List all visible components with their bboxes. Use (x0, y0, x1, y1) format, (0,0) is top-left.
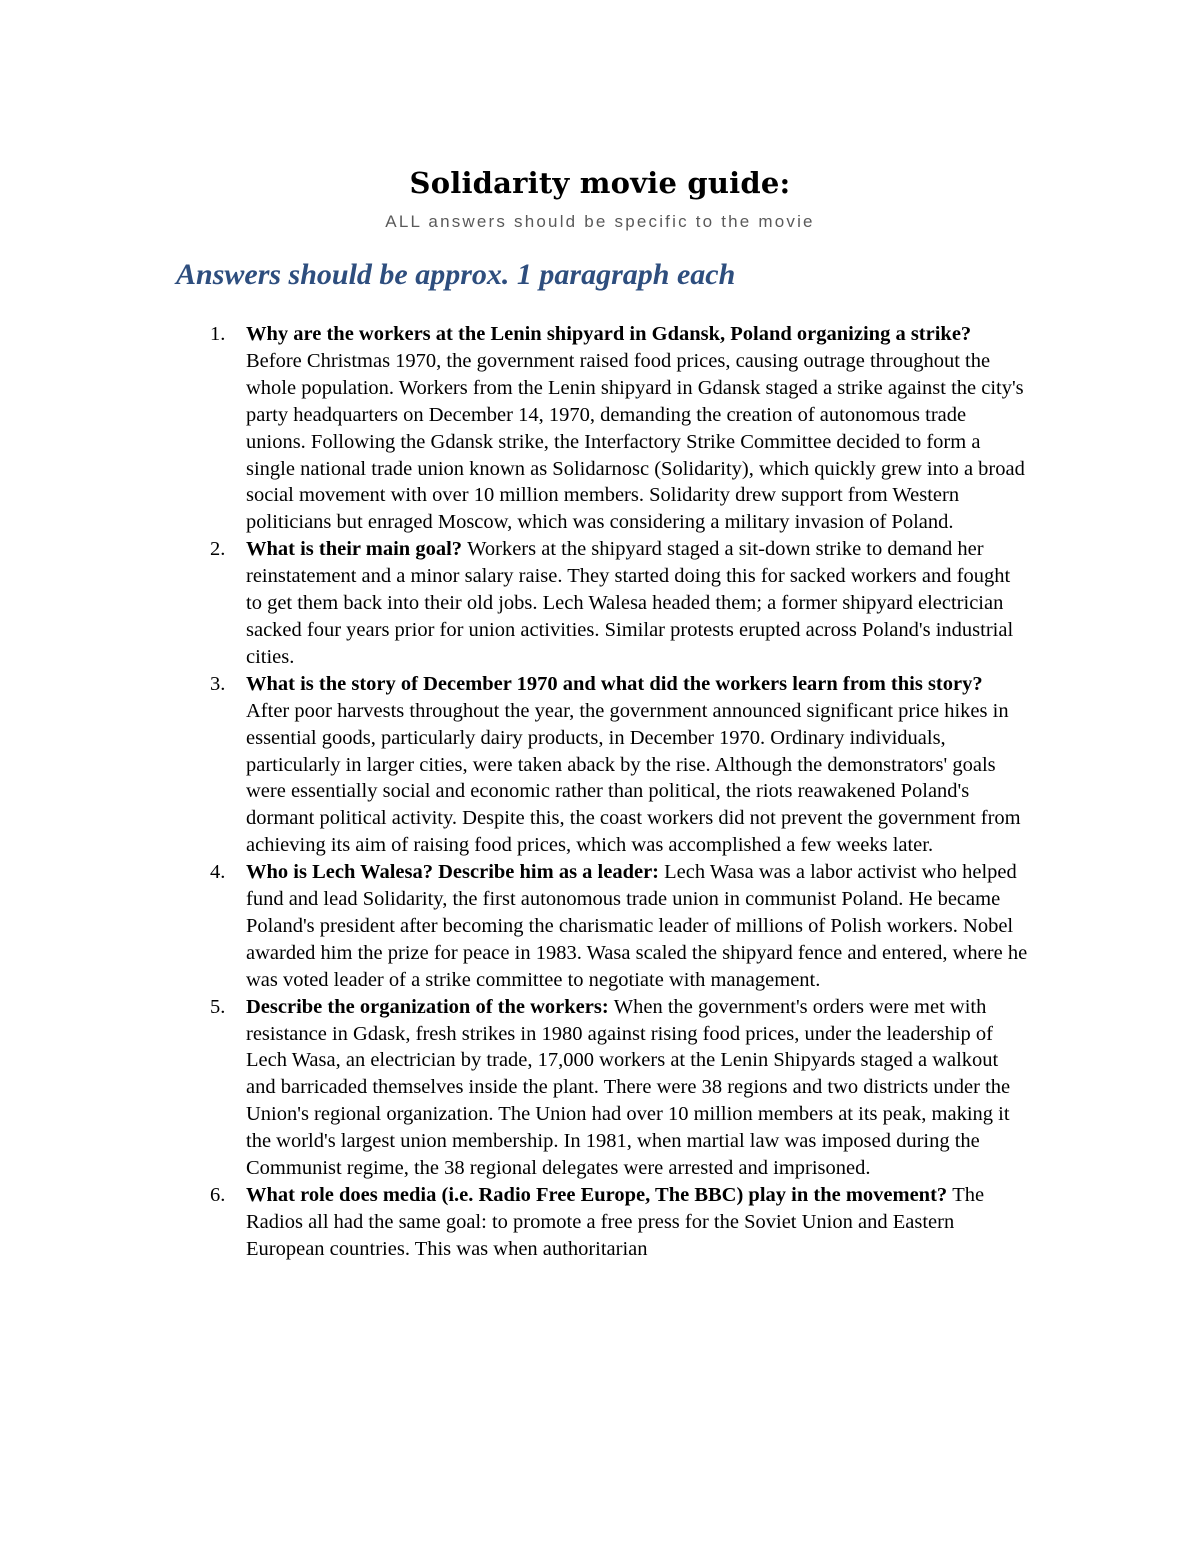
list-item (210, 671, 1030, 859)
item-number: 4. (210, 861, 226, 884)
item-number: 2. (210, 538, 226, 561)
list-item (210, 1182, 1030, 1263)
answer-text: Workers at the shipyard staged a sit-down strike to demand her reinstatement and a minor salary raise. They started doing this for sacked workers and fought to get them back into their old jobs. Lech Walesa headed them; a former shipyard electrician sacked four years prior for union activities. Similar protests erupted across Poland's industrial cities. (246, 538, 1014, 668)
document-title: Solidarity movie guide: (409, 166, 791, 200)
item-number: 1. (210, 323, 226, 345)
question-text: What is their main goal? (246, 538, 468, 561)
question-text: Describe the organization of the workers: (246, 995, 614, 1018)
list-item (210, 321, 1030, 536)
question-text: Why are the workers at the Lenin shipyard in Gdansk, Poland organizing a strike? (246, 323, 972, 345)
answer-text: The Radios all had the same goal: to promote a free press for the Soviet Union and Eastern European countries. This was when authoritarian (246, 1184, 985, 1260)
question-list (210, 321, 1030, 1263)
instructions-heading: Answers should be approx. 1 paragraph each (176, 258, 736, 291)
item-number: 3. (210, 672, 226, 695)
list-item (210, 536, 1030, 671)
question-text: What is the story of December 1970 and what did the workers learn from this story? (246, 672, 983, 695)
answer-text: When the government's orders were met with resistance in Gdask, fresh strikes in 1980 against rising food prices, under the leadership of Lech Wasa, an electrician by trade, 17,000 workers at the Lenin Shipyards staged a walkout and barricaded themselves inside the plant. There were 38 regions and two districts under the Union's regional organization. The Union had over 10 million members at its peak, making it the world's largest union membership. In 1981, when martial law was imposed during the Communist regime, the 38 regional delegates were arrested and imprisoned. (246, 995, 1011, 1180)
question-text: Who is Lech Walesa? Describe him as a leader: (246, 861, 665, 884)
answer-text: After poor harvests throughout the year, the government announced significant price hikes in essential goods, particularly dairy products, in December 1970. Ordinary individuals, particularly in larger cities, were taken aback by the rise. Although the demonstrators' goals were essentially social and economic rather than political, the riots reawakened Poland's dormant political activity. Despite this, the coast workers did not prevent the government from achieving its aim of raising food prices, which was accomplished a few weeks later. (246, 699, 1021, 857)
list-item (210, 859, 1030, 994)
answer-text: Lech Wasa was a labor activist who helped fund and lead Solidarity, the first autonomous trade union in communist Poland. He became Poland's president after becoming the charismatic leader of millions of Polish workers. Nobel awarded him the prize for peace in 1983. Wasa scaled the shipyard fence and entered, where he was voted leader of a strike committee to negotiate with management. (246, 861, 1028, 991)
question-text: What role does media (i.e. Radio Free Europe, The BBC) play in the movement? (246, 1184, 953, 1206)
list-item (210, 994, 1030, 1182)
item-number: 5. (210, 995, 226, 1018)
item-number: 6. (210, 1184, 226, 1206)
document-subtitle: ALL answers should be specific to the movie (385, 212, 815, 231)
answer-text: Before Christmas 1970, the government raised food prices, causing outrage throughout the whole population. Workers from the Lenin shipyard in Gdansk staged a strike against the city's party headquarters on December 14, 1970, demanding the creation of autonomous trade unions. Following the Gdansk strike, the Interfactory Strike Committee decided to form a single national trade union known as Solidarnosc (Solidarity), which quickly grew into a broad social movement with over 10 million members. Solidarity drew support from Western politicians but enraged Moscow, which was considering a military invasion of Poland. (246, 349, 1025, 534)
